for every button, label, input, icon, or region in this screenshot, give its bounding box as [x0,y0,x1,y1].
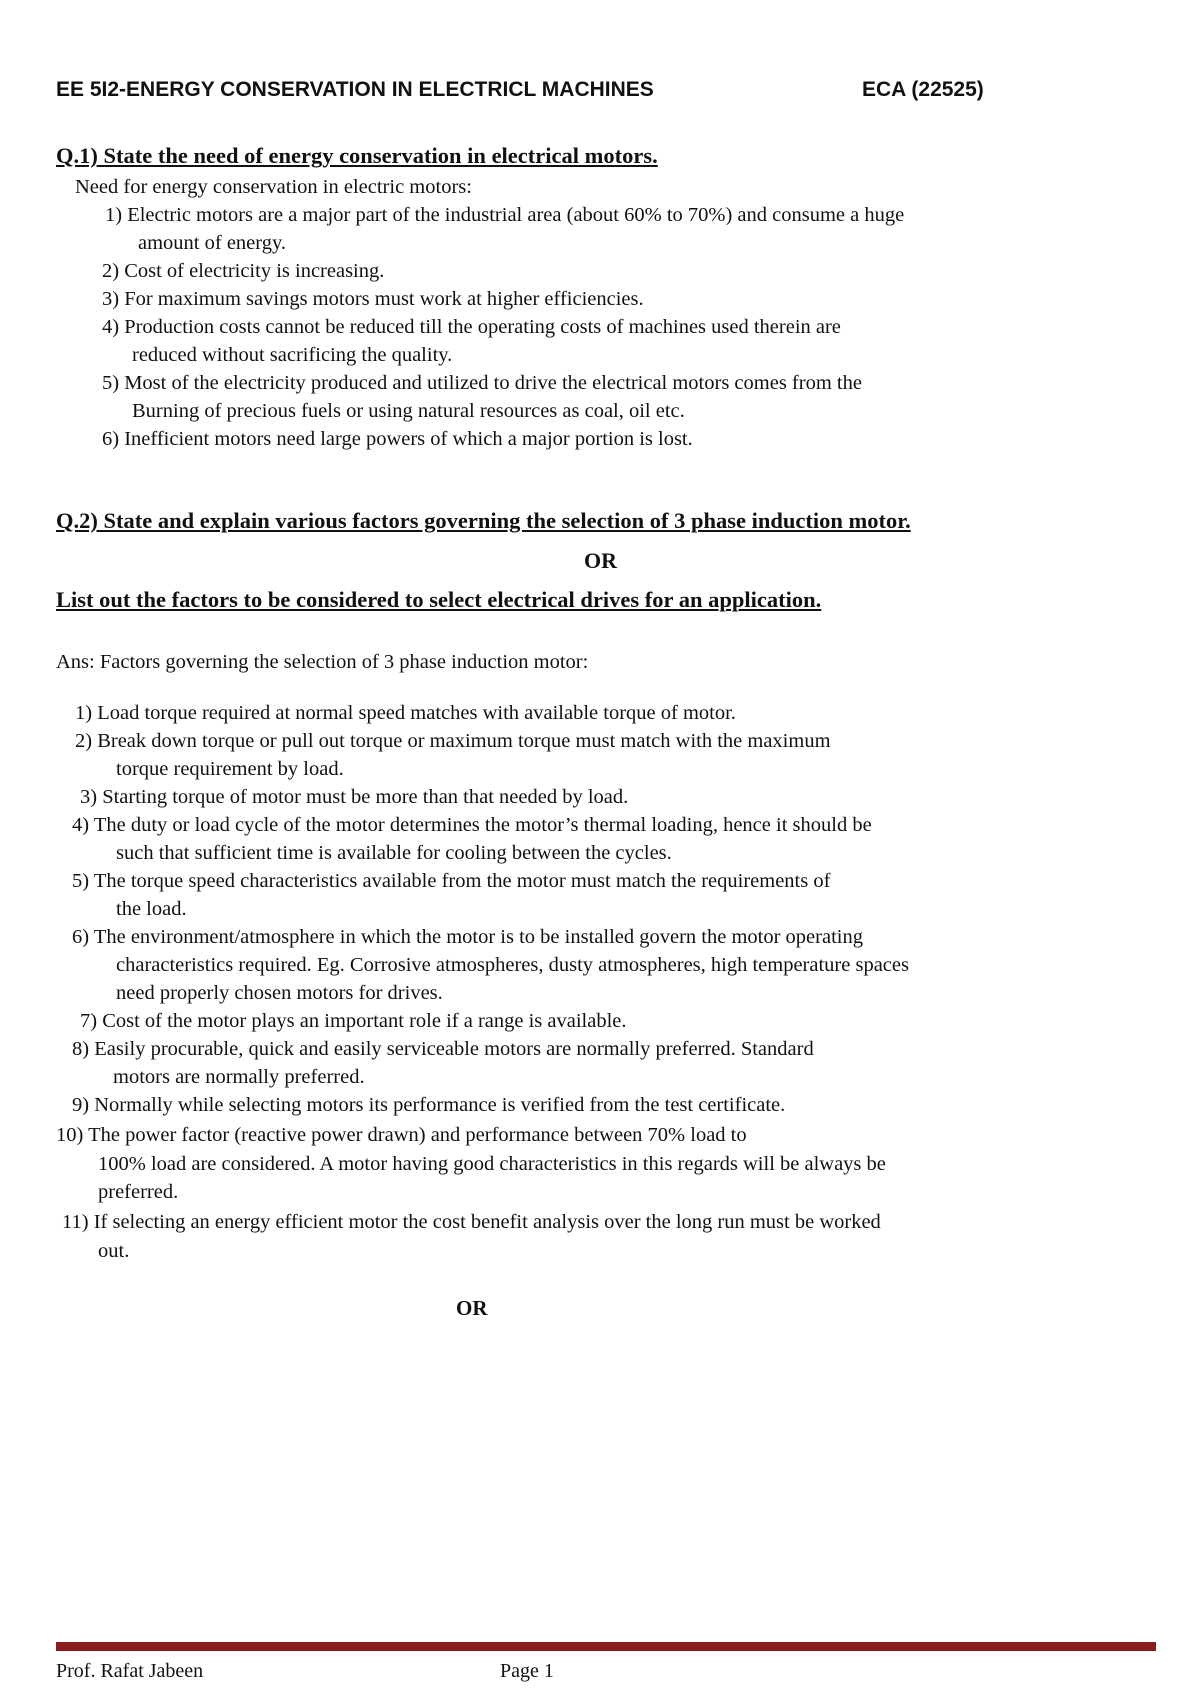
q2-line: 4) The duty or load cycle of the motor determines the motor’s thermal loading, hence it should be [72,814,872,836]
page-header [56,78,1156,108]
q1-line: 2) Cost of electricity is increasing. [102,260,385,282]
q2-answer-intro: Ans: Factors governing the selection of 3 phase induction motor: [56,651,589,673]
q2-line: 100% load are considered. A motor having good characteristics in this regards will be always be [98,1153,886,1175]
q1-line: reduced without sacrificing the quality. [132,344,453,366]
q2-line: motors are normally preferred. [113,1066,365,1088]
q1-line: amount of energy. [138,232,287,254]
or-label: OR [584,548,617,573]
q2-line: characteristics required. Eg. Corrosive atmospheres, dusty atmospheres, high temperature spaces [116,954,909,976]
q2-line: 6) The environment/atmosphere in which the motor is to be installed govern the motor operating [72,926,863,948]
course-code: ECA (22525) [862,78,984,101]
footer-author: Prof. Rafat Jabeen [56,1660,204,1682]
q2-line: need properly chosen motors for drives. [116,982,443,1004]
q1-intro: Need for energy conservation in electric motors: [75,176,472,198]
q2-line: the load. [116,898,187,920]
q1-line: 1) Electric motors are a major part of the industrial area (about 60% to 70%) and consume a huge [105,204,905,226]
footer-divider [56,1642,1156,1651]
q2-alt-heading: List out the factors to be considered to select electrical drives for an application. [56,587,822,612]
q1-line: 4) Production costs cannot be reduced till the operating costs of machines used therein are [102,316,841,338]
q1-line: 5) Most of the electricity produced and utilized to drive the electrical motors comes from the [102,372,862,394]
q2-line: 7) Cost of the motor plays an important role if a range is available. [80,1010,627,1032]
q2-line: 1) Load torque required at normal speed matches with available torque of motor. [75,702,736,724]
q2-heading: Q.2) State and explain various factors governing the selection of 3 phase induction motor. [56,508,911,533]
page-number: Page 1 [500,1660,554,1682]
q2-line: 5) The torque speed characteristics available from the motor must match the requirements of [72,870,831,892]
q2-line: out. [98,1240,130,1262]
q2-line: 3) Starting torque of motor must be more than that needed by load. [80,786,629,808]
q2-line: 2) Break down torque or pull out torque or maximum torque must match with the maximum [75,730,831,752]
bottom-or-label: OR [456,1296,488,1320]
q2-line: preferred. [98,1181,179,1203]
q2-line: torque requirement by load. [116,758,344,780]
q2-line: 8) Easily procurable, quick and easily serviceable motors are normally preferred. Standard [72,1038,814,1060]
q1-line: Burning of precious fuels or using natural resources as coal, oil etc. [132,400,685,422]
course-title: EE 5I2-ENERGY CONSERVATION IN ELECTRICL MACHINES [56,78,654,101]
q1-line: 6) Inefficient motors need large powers of which a major portion is lost. [102,428,693,450]
q2-line: 11) If selecting an energy efficient motor the cost benefit analysis over the long run must be worked [62,1211,881,1233]
q1-line: 3) For maximum savings motors must work at higher efficiencies. [102,288,644,310]
q2-line: such that sufficient time is available for cooling between the cycles. [116,842,672,864]
q2-line: 9) Normally while selecting motors its performance is verified from the test certificate. [72,1094,786,1116]
q1-heading: Q.1) State the need of energy conservation in electrical motors. [56,143,658,168]
q2-line: 10) The power factor (reactive power drawn) and performance between 70% load to [56,1124,747,1146]
